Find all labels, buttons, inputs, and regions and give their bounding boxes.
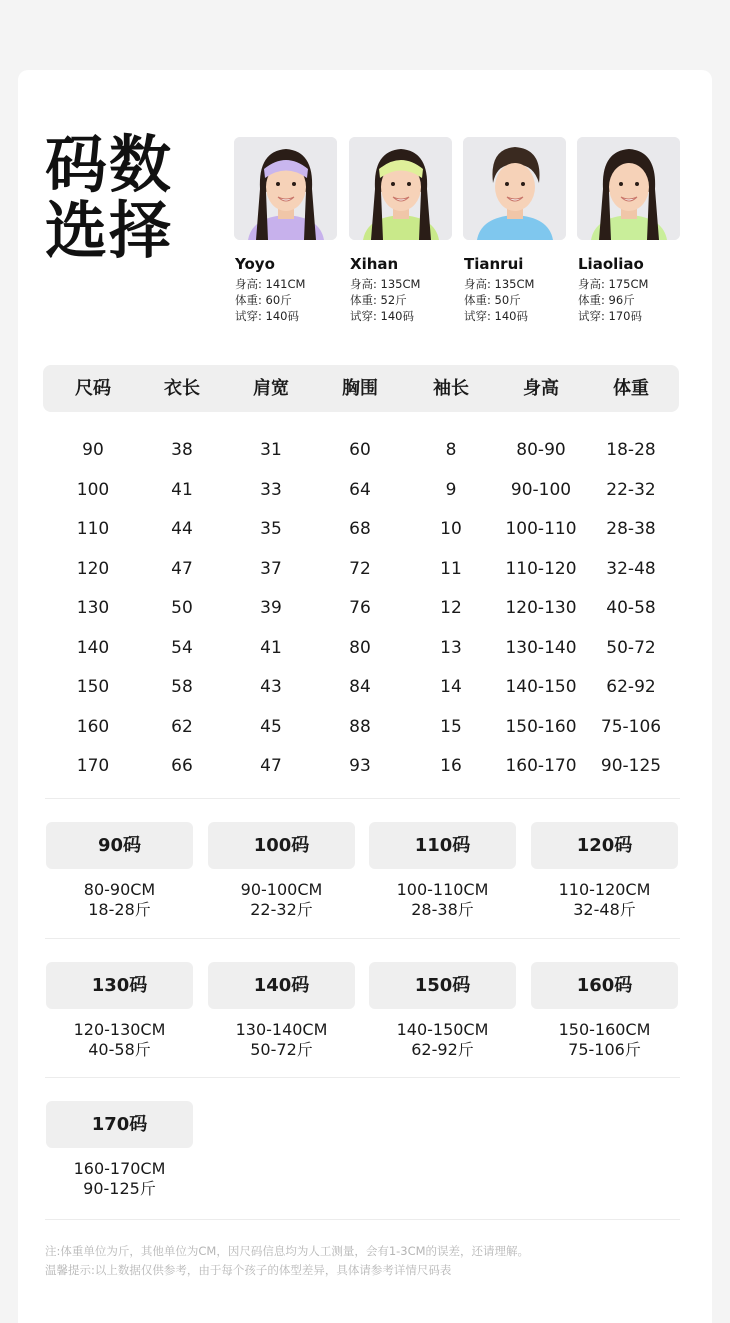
table-cell: 140-150 [505,677,577,697]
model-name: Tianrui [464,255,524,273]
size-weight-range: 32-48斤 [573,900,636,919]
size-label: 130码 [46,962,193,1009]
size-weight-range: 50-72斤 [250,1040,313,1059]
size-height-range: 160-170CM [73,1159,166,1178]
size-label: 110码 [369,822,516,869]
model-tried-size: 试穿: 140码 [350,309,414,323]
table-cell: 32-48 [606,558,656,579]
size-label: 100码 [208,822,355,869]
size-label: 140码 [208,962,355,1009]
table-cell: 75-106 [600,716,662,737]
size-height-range: 100-110CM [396,880,489,899]
table-cell: 90-125 [600,756,662,776]
divider [45,798,680,799]
table-cell: 160-170 [505,756,577,776]
table-cell: 35 [260,519,282,539]
column-header: 肩宽 [253,378,289,399]
table-cell: 130 [76,598,110,618]
table-cell: 54 [171,637,193,658]
table-cell: 58 [171,677,193,697]
model-name: Xihan [350,255,399,273]
table-cell: 100 [76,479,110,500]
table-cell: 14 [440,677,462,697]
size-height-range: 90-100CM [240,880,323,899]
table-cell: 72 [349,558,371,579]
model-weight: 体重: 60斤 [235,293,292,307]
table-cell: 18-28 [606,440,656,460]
table-cell: 64 [349,479,371,500]
table-cell: 68 [349,519,371,539]
table-cell: 15 [440,716,462,737]
table-cell: 45 [260,716,282,737]
table-cell: 90 [82,440,104,460]
table-cell: 120 [76,558,110,579]
model-photo [577,137,680,240]
table-cell: 110-120 [505,558,577,579]
size-weight-range: 18-28斤 [88,900,151,919]
divider [45,1219,680,1220]
table-cell: 31 [260,440,282,460]
table-cell: 150-160 [505,716,577,737]
model-tried-size: 试穿: 140码 [464,309,528,323]
size-height-range: 140-150CM [396,1020,489,1039]
divider [45,1077,680,1078]
size-weight-range: 90-125斤 [83,1179,156,1198]
model-height: 身高: 135CM [464,277,535,291]
table-cell: 84 [349,677,371,697]
table-cell: 120-130 [505,598,577,618]
title-line-2: 选择 [45,194,174,267]
table-cell: 28-38 [606,519,656,539]
model-weight: 体重: 52斤 [350,293,407,307]
table-cell: 41 [171,479,193,500]
size-weight-range: 28-38斤 [411,900,474,919]
table-cell: 37 [260,558,282,579]
model-name: Yoyo [235,255,275,273]
table-cell: 160 [76,716,110,737]
table-cell: 170 [76,756,110,776]
size-weight-range: 75-106斤 [568,1040,641,1059]
column-header: 尺码 [75,378,111,399]
note-units: 注:体重单位为斤，其他单位为CM，因尺码信息均为人工测量，会有1-3CM的误差，还请理解。 [45,1244,530,1258]
model-photo [463,137,566,240]
model-name: Liaoliao [578,255,644,273]
table-cell: 62 [171,716,193,737]
table-cell: 16 [440,756,462,776]
table-cell: 41 [260,637,282,658]
size-height-range: 120-130CM [73,1020,166,1039]
table-cell: 12 [440,598,462,618]
model-weight: 体重: 96斤 [578,293,635,307]
table-cell: 43 [260,677,282,697]
table-cell: 62-92 [606,677,656,697]
table-cell: 50-72 [606,637,656,658]
size-label: 160码 [531,962,678,1009]
size-weight-range: 40-58斤 [88,1040,151,1059]
table-cell: 33 [260,479,282,500]
model-tried-size: 试穿: 170码 [578,309,642,323]
size-height-range: 80-90CM [83,880,156,899]
column-header: 衣长 [164,378,200,399]
column-header: 身高 [523,378,559,399]
model-photo [234,137,337,240]
table-cell: 80-90 [516,440,566,460]
table-cell: 11 [440,558,462,579]
model-weight: 体重: 50斤 [464,293,521,307]
table-cell: 60 [349,440,371,460]
table-cell: 13 [440,637,462,658]
size-weight-range: 22-32斤 [250,900,313,919]
page-title [45,128,174,267]
column-header: 体重 [613,378,649,399]
size-height-range: 150-160CM [558,1020,651,1039]
table-cell: 88 [349,716,371,737]
size-label: 120码 [531,822,678,869]
note-tip: 温馨提示:以上数据仅供参考，由于每个孩子的体型差异，具体请参考详情尺码表 [45,1263,452,1277]
table-cell: 22-32 [606,479,656,500]
table-cell: 40-58 [606,598,656,618]
table-cell: 38 [171,440,193,460]
title-line-1: 码数 [45,128,174,201]
table-cell: 90-100 [510,479,572,500]
table-cell: 47 [171,558,193,579]
model-height: 身高: 135CM [350,277,421,291]
table-cell: 80 [349,637,371,658]
model-tried-size: 试穿: 140码 [235,309,299,323]
table-cell: 47 [260,756,282,776]
table-cell: 130-140 [505,637,577,658]
table-cell: 39 [260,598,282,618]
model-height: 身高: 175CM [578,277,649,291]
table-cell: 150 [76,677,110,697]
model-height: 身高: 141CM [235,277,306,291]
table-cell: 66 [171,756,193,776]
table-cell: 140 [76,637,110,658]
table-cell: 93 [349,756,371,776]
column-header: 袖长 [433,378,469,399]
size-height-range: 130-140CM [235,1020,328,1039]
size-label: 150码 [369,962,516,1009]
table-cell: 8 [445,440,457,460]
size-weight-range: 62-92斤 [411,1040,474,1059]
table-cell: 50 [171,598,193,618]
size-height-range: 110-120CM [558,880,651,899]
table-cell: 110 [76,519,110,539]
model-photo [349,137,452,240]
column-header: 胸围 [342,378,378,399]
table-cell: 9 [445,479,457,500]
table-cell: 76 [349,598,371,618]
size-table-header [43,365,679,412]
size-label: 170码 [46,1101,193,1148]
table-cell: 100-110 [505,519,577,539]
table-cell: 10 [440,519,462,539]
divider [45,938,680,939]
size-label: 90码 [46,822,193,869]
table-cell: 44 [171,519,193,539]
